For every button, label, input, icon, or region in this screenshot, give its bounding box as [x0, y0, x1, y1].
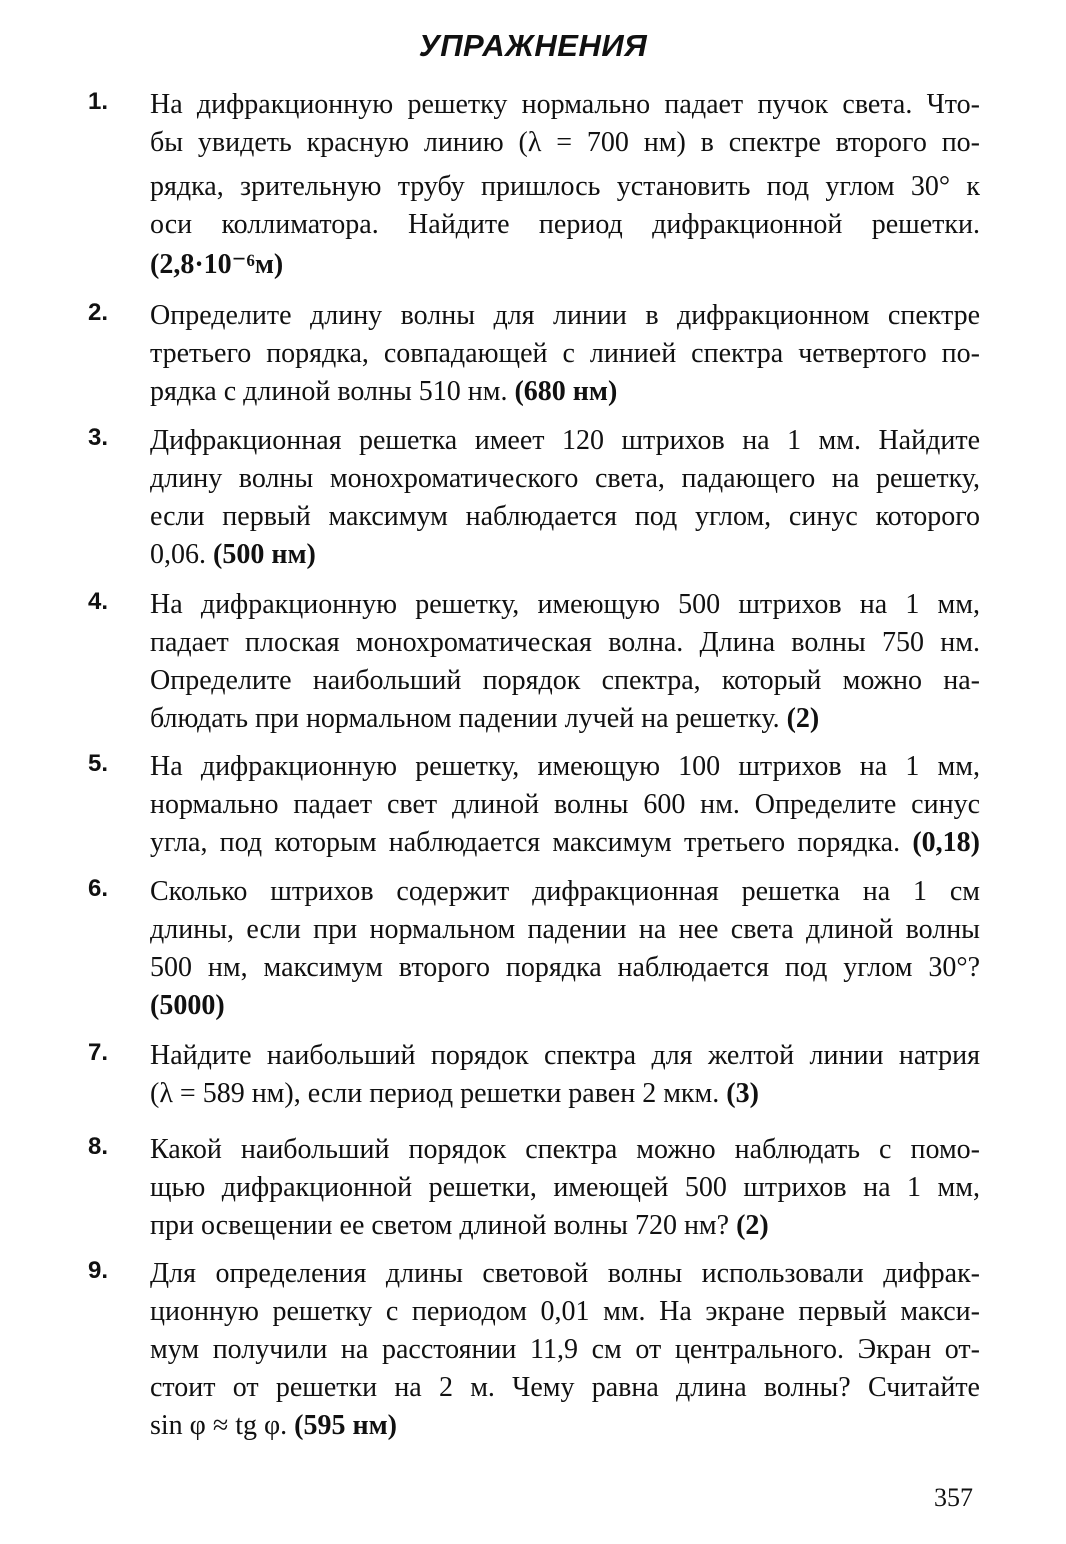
- exercise-text: [150, 86, 980, 284]
- exercise-number: 2.: [88, 299, 109, 326]
- exercise-line: щью дифракционной решетки, имеющей 500 штрихов на 1 мм,: [150, 1172, 980, 1203]
- exercise-answer: (3): [726, 1078, 759, 1109]
- exercise-line: длины, если при нормальном падении на нее света длиной волны: [150, 914, 980, 945]
- exercise-number: 3.: [88, 424, 109, 451]
- exercise-number: 4.: [88, 588, 109, 615]
- exercise-line: На дифракционную решетку нормально падает пучок света. Что-: [150, 89, 980, 120]
- exercise-line: На дифракционную решетку, имеющую 500 штрихов на 1 мм,: [150, 589, 980, 620]
- exercise-line: На дифракционную решетку, имеющую 100 штрихов на 1 мм,: [150, 751, 980, 782]
- exercise-number: 7.: [88, 1039, 109, 1066]
- exercise-line: мум получили на расстоянии 11,9 см от центрального. Экран от-: [150, 1334, 980, 1365]
- exercise-line: рядка с длиной волны 510 нм.: [150, 376, 508, 407]
- exercise-line: 0,06.: [150, 539, 206, 570]
- exercise-text: [150, 748, 980, 862]
- exercise-line: sin φ ≈ tg φ.: [150, 1410, 288, 1441]
- exercise-number: 5.: [88, 750, 109, 777]
- exercise-answer: (595 нм): [294, 1410, 398, 1441]
- exercise-line: Сколько штрихов содержит дифракционная решетка на 1 см: [150, 876, 980, 907]
- exercise-answer: (2,8·10⁻⁶м): [150, 249, 284, 280]
- exercise-line: длину волны монохроматического света, падающего на решетку,: [150, 463, 980, 494]
- exercise-line: третьего порядка, совпадающей с линией спектра четвертого по-: [150, 338, 980, 369]
- exercise-line: нормально падает свет длиной волны 600 нм. Определите синус: [150, 789, 980, 820]
- exercise-line: оси коллиматора. Найдите период дифракционной решетки.: [150, 209, 980, 240]
- exercise-line: Определите наибольший порядок спектра, который можно на-: [150, 665, 980, 696]
- exercise-text: [150, 422, 980, 574]
- exercise-line: Определите длину волны для линии в дифракционном спектре: [150, 300, 980, 331]
- exercise-line: если первый максимум наблюдается под углом, синус которого: [150, 501, 980, 532]
- page-title: УПРАЖНЕНИЯ: [418, 28, 648, 63]
- exercise-line: падает плоская монохроматическая волна. Длина волны 750 нм.: [150, 627, 980, 658]
- exercise-answer: (680 нм): [514, 376, 618, 407]
- exercise-number: 9.: [88, 1257, 109, 1284]
- exercise-line: Какой наибольший порядок спектра можно наблюдать с помо-: [150, 1134, 980, 1165]
- exercise-answer: (5000): [150, 990, 225, 1021]
- exercise-line: блюдать при нормальном падении лучей на решетку.: [150, 703, 780, 734]
- exercise-line: стоит от решетки на 2 м. Чему равна длина волны? Считайте: [150, 1372, 980, 1403]
- exercise-line: 500 нм, максимум второго порядка наблюдается под углом 30°?: [150, 952, 980, 983]
- exercise-text: [150, 1037, 980, 1113]
- exercise-answer: (500 нм): [213, 539, 316, 570]
- exercise-line: Для определения длины световой волны использовали дифрак-: [150, 1258, 980, 1289]
- exercise-line: рядка, зрительную трубу пришлось установить под углом 30° к: [150, 171, 980, 202]
- exercise-text: [150, 297, 980, 411]
- exercise-line: ционную решетку с периодом 0,01 мм. На экране первый макси-: [150, 1296, 980, 1327]
- exercise-line: Найдите наибольший порядок спектра для желтой линии натрия: [150, 1040, 980, 1071]
- exercise-text: [150, 586, 980, 738]
- exercise-number: 1.: [88, 88, 109, 115]
- exercise-answer: (2): [786, 703, 820, 734]
- page-number: 357: [934, 1483, 973, 1512]
- exercise-answer: (2): [736, 1210, 769, 1241]
- exercise-text: [150, 873, 980, 1025]
- exercise-line: при освещении ее светом длиной волны 720 нм?: [150, 1210, 730, 1241]
- exercise-number: 6.: [88, 875, 109, 902]
- exercise-text: [150, 1131, 980, 1245]
- exercise-line: (λ = 589 нм), если период решетки равен 2 мкм.: [150, 1078, 720, 1109]
- exercise-text: [150, 1255, 980, 1445]
- exercise-line: угла, под которым наблюдается максимум третьего порядка.: [150, 827, 901, 858]
- exercise-answer: (0,18): [912, 827, 980, 858]
- exercise-number: 8.: [88, 1133, 109, 1160]
- exercise-line: Дифракционная решетка имеет 120 штрихов на 1 мм. Найдите: [150, 425, 980, 456]
- exercise-line: бы увидеть красную линию (λ = 700 нм) в спектре второго по-: [150, 127, 980, 158]
